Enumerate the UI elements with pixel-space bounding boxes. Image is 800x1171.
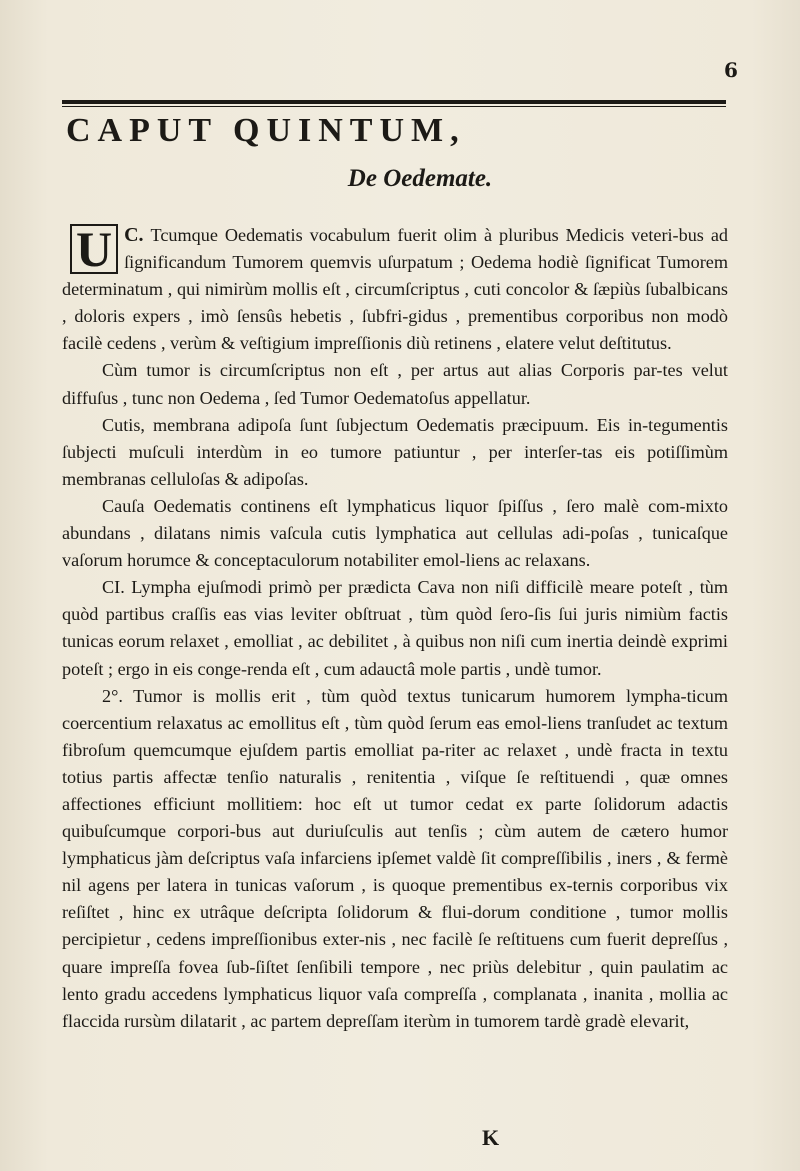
paragraph-5: CI. Lympha ejuſmodi primò per prædicta Cava non niſi difficilè meare poteſt , tùm quòd partibus craſſis eas vias leviter obſtruat , tùm quòd ſero-ſis ſui juris nimiùm factis tunicas eorum relaxet , emolliat , ac debilitet , à quibus non niſi cum inertia deindè exprimi poteſt ; ergo in eis conge-renda eſt , cum adauctâ mole partis , undè tumor. <box>62 577 728 679</box>
paragraph-1 <box>62 222 728 357</box>
paragraph-prefix: C. <box>124 224 144 246</box>
header-rule <box>62 100 726 104</box>
paragraph-2: Cùm tumor is circumſcriptus non eſt , per artus aut alias Corporis par-tes velut diffuſus , tunc non Oedema , ſed Tumor Oedematoſus appellatur. <box>62 360 728 408</box>
body-text <box>62 222 728 1035</box>
paragraph-6: 2°. Tumor is mollis erit , tùm quòd textus tunicarum humorem lympha-ticum coercentium relaxatus ac emollitus eſt , tùm quòd ſerum eas emol-liens tranſudet ac textum fibroſum quemcumque ejuſdem partis emolliat pa-riter ac relaxet , undè fracta in textu totius partis affectæ tenſio naturalis , renitentia , viſque ſe reſtituendi , quæ omnes affectiones efficiunt mollitiem: hoc eſt ut tumor cedat ex parte ſolidorum adactis quibuſcumque corpori-bus aut duriuſculis aut tenſis ; cùm autem de cætero humor lymphaticus jàm deſcriptus vaſa infarciens ipſemet valdè ſit compreſſibilis , iners , & fermè nil agens per latera in tunicas vaſorum , is quoque prementibus ex-ternis corporibus vix reſiſtet , hinc ex utrâque deſcripta ſolidorum & flui-dorum conditione , tumor mollis percipietur , cedens impreſſionibus exter-nis , nec facilè ſe reſtituens cum fuerit depreſſus , quare impreſſa fovea ſub-ſiſtet ſenſibili tempore , nec priùs delebitur , quin paulatim ac lento gradu accedens lymphaticus liquor vaſa compreſſa , complanata , inanita , mollia ac flaccida rursùm dilatarit , ac partem depreſſam iterùm in tumorem tardè gradè elevarit, <box>62 685 728 1031</box>
chapter-title: CAPUT QUINTUM, <box>66 112 466 149</box>
page-number: 6 <box>724 58 737 82</box>
signature-mark: K <box>482 1125 500 1150</box>
paragraph-3: Cutis, membrana adipoſa ſunt ſubjectum Oedematis præcipuum. Eis in-tegumentis ſubjecti muſculi interdùm in eo tumore patiuntur , per interſer-tas eis potiſſimùm membranas celluloſas & adipoſas. <box>62 414 728 489</box>
paragraph-1-text: Tcumque Oedematis vocabulum fuerit olim à pluribus Medicis veteri-bus ad ſignificandum Tumorem quemvis uſurpatum ; Oedema hodiè ſignificat Tumorem determinatum , qui nimirùm mollis eſt , circumſcriptus , cuti concolor & ſæpiùs ſubalbicans , doloris expers , imò ſensûs hebetis , ſubfri-gidus , prementibus corporibus non modò facilè cedens , verùm & veſtigium impreſſionis diù retinens , elatere velut deſtitutus. <box>62 225 728 354</box>
paragraph-4: Cauſa Oedematis continens eſt lymphaticus liquor ſpiſſus , ſero malè com-mixto abundans , dilatans nimis vaſcula cutis lymphatica aut cellulas adi-poſas , tunicaſque vaſorum horumce & conceptaculorum notabiliter emol-liens ac relaxans. <box>62 495 728 571</box>
section-title: De Oedemate. <box>347 165 493 192</box>
header-rule-thin <box>62 106 726 107</box>
drop-cap: U <box>70 224 118 274</box>
